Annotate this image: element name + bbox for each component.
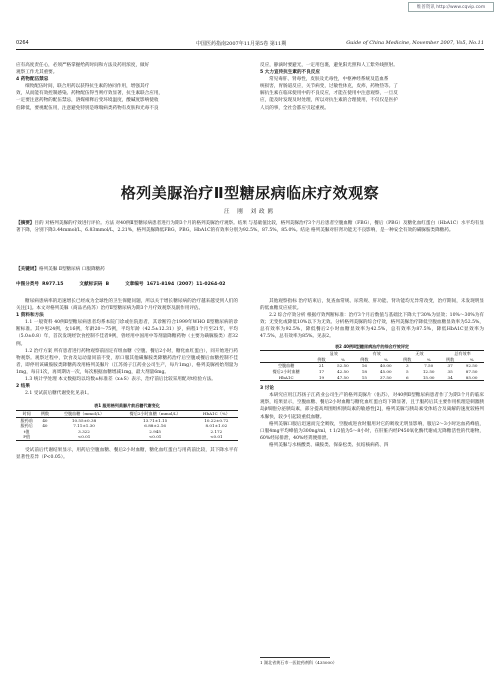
table-row [260, 375, 484, 381]
section-heading: 4 药物配伍禁忌 [16, 77, 49, 83]
table-header-cell: % [469, 356, 474, 362]
table-cell: 6.88±2.16 [144, 423, 166, 429]
table-header-cell: % [340, 356, 345, 362]
paragraph: 1.2 治疗方案 所有患者进行药物观察前固定有组血糖（空腹、餐后2小时，糖化血红蛋白），同开始进行药物观察。观察过程中，饮食及运动量同前不变，原口服其他磺脲胺类降糖药治疗后空腹或餐后血糖控制不佳者，即停用该磺胺胺类降糖药改用格列美脲片（江苏扬子江药业公司生产，每片1mg），格列美脲初始剂量为1mg，每日1次，再周期访一次，每次根据血糖增减1mg，最大剂量6mg。 [16, 348, 238, 375]
top-right-line: 反应，静滴时要避光，一定用包裹，避免阳光照和人工紫外线照射。 [260, 63, 398, 68]
table-caption: 表2 40例Ⅱ型糖尿病治疗的综合疗效评定 [334, 343, 410, 349]
table-cell: 8.01±1.02 [205, 423, 228, 429]
section-heading: 3 讨论 [260, 386, 274, 392]
top-left-line: 观察工作尤其重要。 [16, 70, 58, 76]
table-header-cell: HbA1C（%） [202, 410, 230, 416]
footnote-rule [260, 657, 330, 658]
table-cell: 15 [361, 374, 367, 380]
table-header-cell: 例数 [40, 410, 50, 416]
table-cell: <0.01 [148, 434, 162, 440]
article-authors: 汪 刚 刘政鸥 [224, 209, 276, 215]
table-1 [16, 403, 238, 441]
table-header-cell: 餐后2小时血糖（mmol/L） [129, 410, 181, 416]
paragraph: 糖尿病患病率的迅速增长已经成为全球性的卫生保健问题，所以关于增长糖尿病的治疗越来越受到人们的关注[1]。本文对格列美脲（商品名佑苏）治疗Ⅱ型糖尿病为期3个月疗效观察及副作用评估。 [16, 299, 238, 312]
table-cell: 17 [318, 368, 325, 374]
table-cell: 7.11±1.30 [73, 423, 95, 429]
paragraph: 格列美脲口服后迅速而完全吸收，空腹或进食时服用对它的吸收无明显影响，服后2～3小时达血药峰值，口服4mg平均峰值为300ng/ml，t 1/2值为5～8小时，在肝脏内经P450氧化酶代谢成无降糖活性的代谢物，60%经尿排泄，40%经粪便排泄。 [260, 421, 484, 441]
table-cell: 19 [318, 374, 325, 380]
table-header-row [16, 410, 238, 417]
table-cell: P值 [23, 434, 31, 440]
abstract-text: 目的 对格列美脲的疗效进行评价。方法 对40例Ⅱ型糖尿病患者进行为期3个月的格列美脲治疗观察。结果 与基础值比较，格列美脲治疗3个月后患者空腹血糖（FBG），餐后（PBG）及糖化血红蛋白（HbA1C）水平均有显著下降，分别下降3.44mmol/L，6.83mmol/L，2.21%，格列美脲降低FBG，PBG，HbA1C的有效率分别为92.5%，87.5%，85.0%。结论 格列美脲对肝肾功能无不良影响，是一种安全有效的磺脲胺类降糖药。 [16, 221, 484, 234]
paragraph: 1.3 统计学处理 本文数据均以均数±标准差（x±S）表示，治疗前后比较采用配对t检验方法。 [25, 377, 216, 383]
table-cell: 16 [361, 363, 367, 369]
journal-name-en: Guide of China Medicine, November 2007, Vo5, No.11 [346, 40, 484, 46]
table-cell: 5 [405, 368, 409, 374]
top-left-line: 应有高度责任心，必须严格掌握给药时间和方法及药用浓度，做好 [16, 63, 150, 68]
table-cell: 92.50 [465, 363, 478, 369]
page-number: 0264 [16, 40, 29, 46]
body-right-column [260, 298, 484, 449]
table-cell: 餐后2小时血糖 [272, 368, 300, 374]
body-left-column [16, 298, 238, 461]
table-cell: 2.172 [210, 428, 223, 434]
paragraph: 1.1 一般资料 40例Ⅱ型糖尿病患者均系本院门诊或住院患者，其诊断符合1999年WHO Ⅱ型糖尿病的诊断标准。其中男24例，女16例，年龄20～75例，平均年龄（42.5±12.31）岁，病程1个月至21年，平均（5.0±0.8）年，首次发现经饮食控制不佳者9例，曾经用中国用中等剂量降糖药物（主要为磺脲胺类）者32例。 [16, 320, 238, 347]
table-header-cell: 例数 [360, 356, 369, 362]
top-right-line: 解抗生素在临床使用中的不良反应，才能在使用中注意观察，一旦反 [260, 91, 398, 97]
paragraph: 格列美脲与水杨酸类、磺胺类、保泰松类、抗结核病药、四 [269, 442, 389, 448]
article-meta: 中图分类号 R977.15 文献标识码 B 文章编号 1671-8194（2007）11-0264-02 [16, 282, 226, 287]
table-cell: 40 [42, 423, 48, 429]
table-cell: 10.22±0.72 [204, 417, 229, 423]
table-cell: 40 [42, 417, 48, 423]
top-left-line: 伯降低，要视配伍用，注意避免特别是哮喘病类药物有皮肤和光毒不良 [16, 105, 159, 111]
abstract-label: 【摘要】 [16, 221, 35, 226]
journal-name: 中国医药指南2007年11月第5卷 第11期 [195, 41, 287, 47]
footnote: 1 湖北省黄石市一医院药剂科（435000） [260, 660, 337, 665]
table-header-cell: 例数 [446, 356, 455, 362]
abstract [16, 220, 484, 234]
table-cell: 18 [361, 368, 367, 374]
section-heading: 2 结果 [16, 384, 30, 390]
paragraph: 2.2 综合疗效分析 根据疗效判断标准：治疗3个月后数值与基础比下降大于30%为显效；10%～30%为有效；无变化或降低10%以下为无效。分析格列美脲的综合疗效，格列美脲治疗降低空腹血糖显效率为52.5%，总有效率为92.5%，降低餐后2小时血糖显效率为42.5%，总有效率为87.5%，降低HbA1C显效率为47.5%，总有效率为85%。见表2。 [260, 313, 484, 340]
page-header [16, 40, 484, 48]
table-header-cell: % [383, 356, 388, 362]
top-right-line: 统损害，胃肠道反应，关节病变，过敏性休克，皮疹，药物热等。了 [260, 84, 398, 90]
table-2-grid [260, 350, 484, 381]
table-cell: 7.50 [424, 363, 434, 369]
table-cell: 15.00 [422, 374, 435, 380]
table-row [16, 434, 238, 440]
keywords-text: 格列美脲 Ⅱ型糖尿病 口服降糖药 [38, 267, 105, 272]
top-left-line: 效，从而能有效控制感染。药物配伍得当则疗效显著，抗生素联合应用， [16, 91, 164, 97]
table-header-cell: 空腹血糖（mmol/L） [63, 410, 105, 416]
table-cell: 21 [318, 363, 325, 369]
keywords-label: 【关键词】 [16, 267, 39, 272]
table-header-cell: 无效 [415, 351, 424, 357]
section-heading: 1 资料和方法 [16, 313, 44, 319]
table-cell: 85.00 [465, 374, 478, 380]
table-header-cell: 例数 [317, 356, 326, 362]
table-cell: <0.01 [210, 434, 223, 440]
table-cell: 3 [405, 363, 409, 369]
table-cell: <0.01 [77, 434, 91, 440]
paragraph: 其他观察指标 治疗结束后，复查血常规、尿常规、肝功能、肾功能均无异常改变，治疗期间，未发现明显的低血糖反应症状。 [260, 299, 484, 312]
table-2 [260, 344, 484, 382]
table-cell: 6 [405, 374, 409, 380]
table-cell [37, 434, 52, 440]
table-cell: 13.71±1.15 [143, 417, 168, 423]
table-cell: 10.55±0.38 [71, 417, 97, 423]
paragraph: 2.1 受试前后糖代谢变化见表1。 [25, 391, 92, 397]
table-header-cell: 例数 [403, 356, 412, 362]
table-1-grid [16, 410, 238, 441]
table-cell: 12.50 [422, 368, 435, 374]
table-cell: 52.50 [337, 363, 349, 369]
table-header-cell: 总有效率 [454, 351, 471, 357]
table-cell: 37 [447, 363, 453, 369]
table-cell: HbA1C [278, 374, 294, 380]
top-left-line: 细致配伍时间，联合用药以获得抗生素的协同作用，增强其疗 [25, 84, 150, 90]
table-header-cell: 显效 [329, 351, 338, 357]
top-right-line: 常见毒肝、肾毒性，皮肤及光毒性，中枢神经系统及造血系 [269, 77, 389, 83]
top-left-line: 一定要注意药物的配伍禁忌，溶媒相释后变环境温度，酸碱度影响使收 [16, 98, 159, 104]
table-cell: 2.945 [149, 428, 161, 434]
paragraph: 受试前后代谢结果显示，用药后空腹血糖、餐后2小时血糖，糖化血红蛋白与用药前比较，其下降水平有显著性差异（P<0.05）。 [16, 447, 238, 460]
top-right-column [260, 62, 484, 112]
top-left-column [16, 62, 238, 112]
keywords [16, 266, 484, 273]
table-cell: t值 [23, 428, 30, 434]
table-cell: 37.50 [379, 374, 392, 380]
table-cell: 服药前 [20, 417, 33, 423]
article-title: 格列美脲治疗Ⅱ型糖尿病临床疗效观察 [120, 184, 380, 202]
table-cell: 87.50 [465, 368, 478, 374]
table-cell: 35 [447, 368, 453, 374]
table-cell: 服药后 [20, 423, 33, 429]
table-cell: 34 [447, 374, 453, 380]
table-caption: 表1 服用格列美脲片前后糖代谢变化 [94, 403, 160, 409]
table-cell: 42.50 [337, 368, 349, 374]
table-cell: 40.00 [379, 363, 392, 369]
table-header-cell: 有效 [372, 351, 381, 357]
watermark: 维普资讯 http://www.cqvip.com [408, 2, 494, 12]
section-heading: 5 大力宣传抗生素的不良反应 [260, 70, 320, 76]
top-right-line: 应，能及时发现及时处理，所以对抗生素的合理使用，不仅仅是医护 [260, 98, 398, 104]
table-cell: 3.322 [78, 428, 90, 434]
table-header-cell: % [426, 356, 431, 362]
top-right-line: 人员的事，全社会都应引起重视。 [260, 105, 329, 111]
table-cell: 45.00 [379, 368, 392, 374]
header-rule [16, 49, 484, 50]
table-cell: 空腹血糖 [277, 363, 295, 369]
table-header-cell: 时间 [22, 410, 31, 416]
table-cell: 47.50 [337, 374, 349, 380]
paragraph: 本研究应用江苏扬子江药业公司生产的格列美脲片（佑苏），对40例Ⅱ型糖尿病患者作了为期3个月的临床观察，结果显示，空腹血糖、餐后2小时血糖与糖化血红蛋白均下降显著，且于服药后其主要作用机理是刺激胰岛β细胞分泌胰岛素，部分提高周围组织胰岛素的敏感性[2]，格列美脲与胰岛素受体结合及离解的速度较格列本脲快，较少引起较重低血糖。 [260, 393, 484, 420]
